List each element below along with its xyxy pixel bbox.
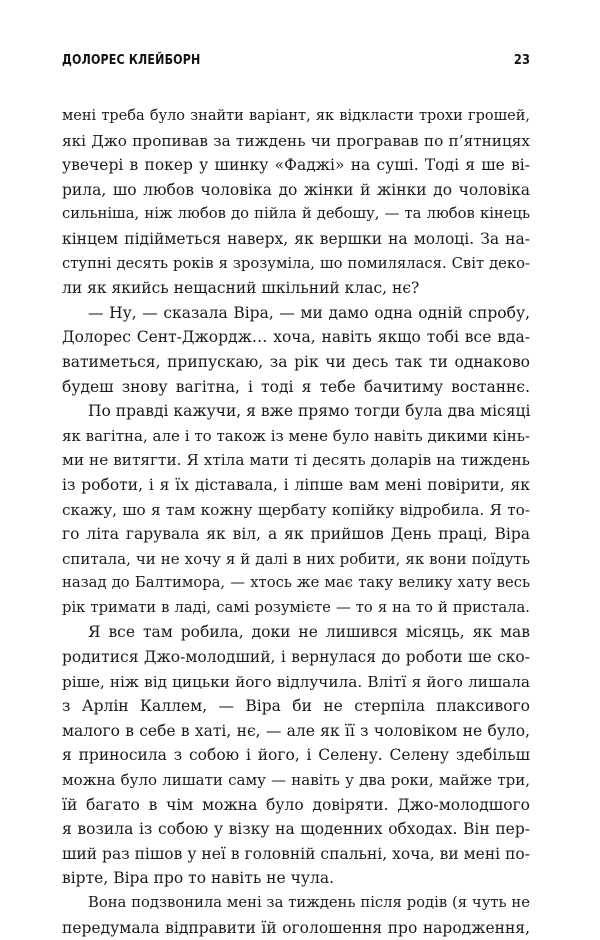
- text-line: можна було лишати саму — навіть у два роки, майже три,: [62, 771, 530, 790]
- text-line: — Ну, — сказала Віра, — ми дамо одна одній спробу,: [88, 303, 530, 322]
- text-line: ватиметься, припускаю, за рік чи десь так ти однаково: [62, 352, 530, 371]
- text-line: ли як якийсь нещасний шкільний клас, нє?: [62, 279, 420, 298]
- paragraph: [62, 891, 530, 940]
- page-number: 23: [513, 52, 530, 68]
- text-line: спитала, чи не хочу я й далі в них робити, як вони поїдуть: [62, 549, 530, 568]
- paragraph: [62, 301, 530, 399]
- text-line: з Арлін Каллем, — Віра би не стерпіла плаксивого: [62, 697, 530, 716]
- text-line: ми не витягти. Я хтіла мати ті десять доларів на тиждень: [62, 451, 530, 470]
- paragraph: [62, 399, 530, 620]
- text-line: ший раз пішов у неї в головній спальні, хоча, ви мені по-: [62, 844, 530, 863]
- text-line: малого в себе в хаті, нє, — але як її з чоловіком не було,: [62, 721, 530, 740]
- text-body: [62, 104, 530, 940]
- text-line: увечері в покер у шинку «Фаджі» на суші. Тоді я ше ві-: [62, 156, 530, 175]
- text-line: Я все там робила, доки не лишився місяць, як мав: [88, 623, 530, 642]
- text-line: кінцем підійметься наверх, як вершки на молоці. За на-: [62, 229, 530, 248]
- text-line: назад до Балтимора, — хтось же має таку велику хату весь: [62, 574, 530, 592]
- text-line: родитися Джо-молодший, і вернулася до роботи ше ско-: [62, 648, 530, 667]
- running-head-author: ДОЛОРЕС КЛЕЙБОРН: [62, 52, 201, 68]
- text-line: сильніша, ніж любов до пійла й дебошу, — та любов кінець: [62, 205, 530, 223]
- text-line: як вагітна, але і то також із мене було навіть дикими кінь-: [62, 426, 530, 445]
- text-line: я возила із собою у візку на щоденних обходах. Він пер-: [62, 820, 530, 839]
- text-line: рік тримати в ладі, самі розумієте — то я на то й пристала.: [62, 598, 530, 616]
- running-head: [62, 52, 530, 76]
- text-line: ступні десять років я зрозуміла, шо помилялася. Світ деко-: [62, 254, 530, 272]
- text-line: Долорес Сент-Джордж… хоча, навіть якщо тобі все вда-: [62, 328, 530, 347]
- text-line: вірте, Віра про то навіть не чула.: [62, 869, 334, 888]
- text-line: рила, шо любов чоловіка до жінки й жінки до чоловіка: [62, 180, 530, 199]
- text-line: мені треба було знайти варіант, як відкласти трохи грошей,: [62, 108, 530, 124]
- text-line: із роботи, і я їх діставала, і ліпше вам мені повірити, як: [62, 475, 530, 494]
- text-line: го літа гарувала як віл, а як прийшов День праці, Віра: [62, 525, 530, 544]
- text-line: передумала відправити їй оголошення про народження,: [62, 918, 530, 937]
- text-line: їй багато в чім можна було довіряти. Джо-молодшого: [62, 795, 530, 814]
- text-line: ріше, ніж від цицьки його відлучила. Влітї я його лишала: [62, 672, 530, 691]
- text-line: я приносила з собою і його, і Селену. Селену здебільш: [62, 746, 530, 765]
- text-line: По правді кажучи, я вже прямо тогди була два місяці: [88, 402, 531, 421]
- text-line: Вона подзвонила мені за тиждень після родів (я чуть не: [88, 894, 530, 911]
- paragraph: [62, 104, 530, 301]
- text-line: скажу, шо я там кожну щербату копійку відробила. Я то-: [62, 500, 530, 519]
- text-line: які Джо пропивав за тиждень чи програвав по п’ятницях: [62, 131, 530, 150]
- paragraph: [62, 620, 530, 891]
- text-line: будеш знову вагітна, і тоді я тебе бачитиму востаннє.: [62, 377, 530, 396]
